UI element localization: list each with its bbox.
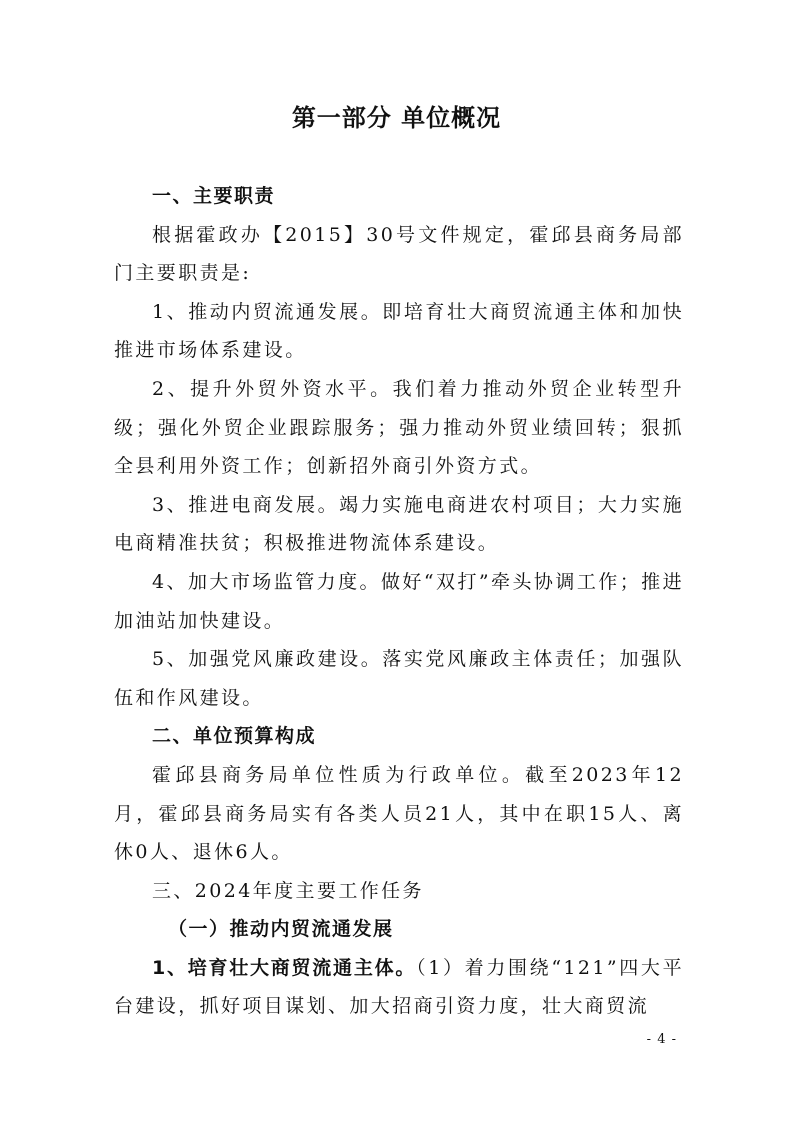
document-body (114, 177, 684, 1026)
task-paragraph (114, 949, 684, 1026)
budget-paragraph: 霍邱县商务局单位性质为行政单位。截至2023年12月，霍邱县商务局实有各类人员21人，其中在职15人、离休0人、退休6人。 (114, 763, 684, 864)
section-heading-tasks: 三、2024年度主要工作任务 (152, 879, 424, 902)
duty-item-3: 3、推进电商发展。竭力实施电商进农村项目；大力实施电商精准扶贫；积极推进物流体系建设。 (114, 493, 684, 555)
duties-intro: 根据霍政办【2015】30号文件规定，霍邱县商务局部门主要职责是: (114, 223, 684, 285)
sub-heading-trade: （一）推动内贸流通发展 (168, 918, 394, 941)
section-heading-budget: 二、单位预算构成 (152, 725, 317, 748)
task-lead: 1、培育壮大商贸流通主体。 (152, 956, 417, 979)
section-heading-duties: 一、主要职责 (152, 185, 276, 207)
duty-item-2: 2、提升外贸外资水平。我们着力推动外贸企业转型升级；强化外贸企业跟踪服务；强力推动外贸业绩回转；狠抓全县利用外资工作；创新招外商引外资方式。 (114, 377, 684, 478)
duty-item-5: 5、加强党风廉政建设。落实党风廉政主体责任；加强队伍和作风建设。 (114, 648, 684, 709)
page-number: - 4 - (646, 1032, 677, 1047)
page-title: 第一部分 单位概况 (291, 104, 502, 132)
duty-item-1: 1、推动内贸流通发展。即培育壮大商贸流通主体和加快推进市场体系建设。 (114, 300, 684, 362)
duty-item-4: 4、加大市场监管力度。做好“双打”牵头协调工作；推进加油站加快建设。 (114, 570, 684, 632)
task-text: （1）着力围绕“121”四大平台建设，抓好项目谋划、加大招商引资力度，壮大商贸流 (114, 956, 684, 1018)
